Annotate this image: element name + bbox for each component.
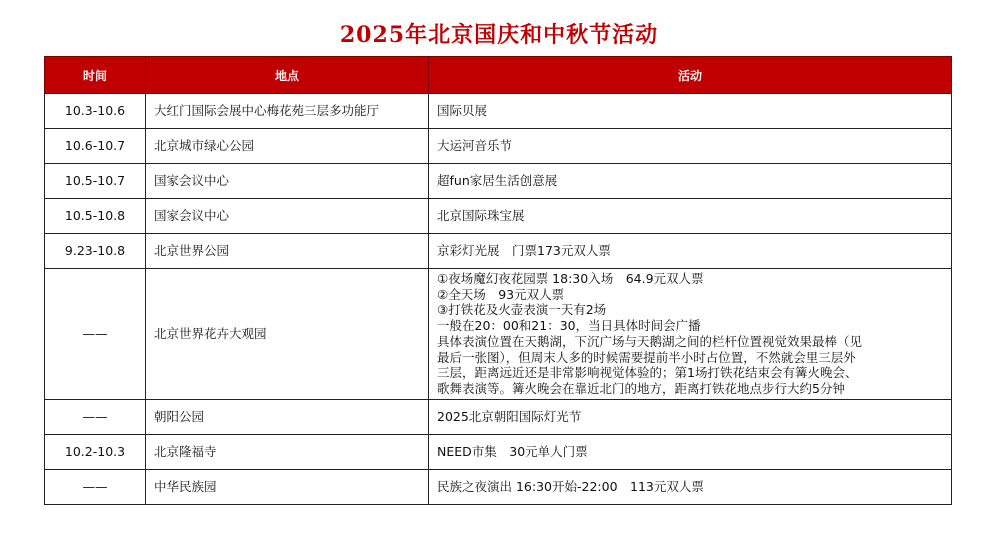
cell-time: 9.23-10.8: [45, 234, 146, 269]
activity-line: 2025北京朝阳国际灯光节: [437, 408, 582, 424]
cell-place: 国家会议中心: [146, 164, 429, 199]
table-body: [45, 94, 952, 505]
table-row: [45, 469, 952, 504]
activity-line: 三层，距离远近还是非常影响视觉体验的；第1场打铁花结束会有篝火晚会、: [437, 365, 858, 381]
activity-line: 一般在20：00和21：30，当日具体时间会广播: [437, 318, 701, 334]
page-title: 2025年北京国庆和中秋节活动: [339, 22, 659, 48]
activity-line: ②全天场 93元双人票: [437, 286, 565, 302]
cell-place: 国家会议中心: [146, 199, 429, 234]
table-header-row: [45, 57, 952, 94]
cell-activity: [429, 434, 952, 469]
activity-line: 超fun家居生活创意展: [437, 173, 558, 188]
events-table: [44, 56, 952, 505]
activity-line: NEED市集 30元单人门票: [437, 443, 588, 459]
table-row: [45, 399, 952, 434]
table-row: [45, 199, 952, 234]
table-row: [45, 129, 952, 164]
cell-place: 朝阳公园: [146, 399, 429, 434]
cell-activity: [429, 199, 952, 234]
table-row: [45, 234, 952, 269]
cell-activity: [429, 269, 952, 400]
cell-activity: [429, 164, 952, 199]
header-time: 时间: [45, 57, 146, 94]
cell-activity: [429, 129, 952, 164]
activity-line: 京彩灯光展 门票173元双人票: [437, 243, 611, 258]
table-row: [45, 164, 952, 199]
activity-line: 具体表演位置在天鹅湖，下沉广场与天鹅湖之间的栏杆位置视觉效果最棒（见: [437, 333, 863, 349]
cell-time: 10.5-10.8: [45, 199, 146, 234]
activity-line: ③打铁花及火壶表演一天有2场: [437, 302, 607, 318]
activity-line: 国际贝展: [437, 103, 488, 118]
cell-place: 北京城市绿心公园: [146, 129, 429, 164]
cell-place: 北京世界花卉大观园: [146, 269, 429, 400]
cell-time: ——: [45, 399, 146, 434]
activity-line: 歌舞表演等。篝火晚会在靠近北门的地方，距离打铁花地点步行大约5分钟: [437, 380, 845, 396]
activity-line: 北京国际珠宝展: [437, 208, 525, 223]
table-row: [45, 94, 952, 129]
table-row: [45, 434, 952, 469]
cell-activity: [429, 94, 952, 129]
cell-activity: [429, 469, 952, 504]
cell-time: ——: [45, 469, 146, 504]
cell-place: 北京隆福寺: [146, 434, 429, 469]
cell-activity: [429, 399, 952, 434]
header-place: 地点: [146, 57, 429, 94]
cell-place: 北京世界公园: [146, 234, 429, 269]
cell-activity: [429, 234, 952, 269]
cell-time: 10.2-10.3: [45, 434, 146, 469]
activity-line: 最后一张图），但周末人多的时候需要提前半小时占位置，不然就会里三层外: [437, 349, 856, 365]
table-row: [45, 269, 952, 400]
cell-time: 10.6-10.7: [45, 129, 146, 164]
header-activity: 活动: [429, 57, 952, 94]
activity-line: ①夜场魔幻夜花园票 18:30入场 64.9元双人票: [437, 271, 704, 286]
activity-line: 大运河音乐节: [437, 138, 513, 153]
cell-time: 10.3-10.6: [45, 94, 146, 129]
cell-place: 中华民族园: [146, 469, 429, 504]
cell-time: 10.5-10.7: [45, 164, 146, 199]
cell-place: 大红门国际会展中心梅花苑三层多功能厅: [146, 94, 429, 129]
activity-line: 民族之夜演出 16:30开始-22:00 113元双人票: [437, 478, 704, 494]
cell-time: ——: [45, 269, 146, 400]
